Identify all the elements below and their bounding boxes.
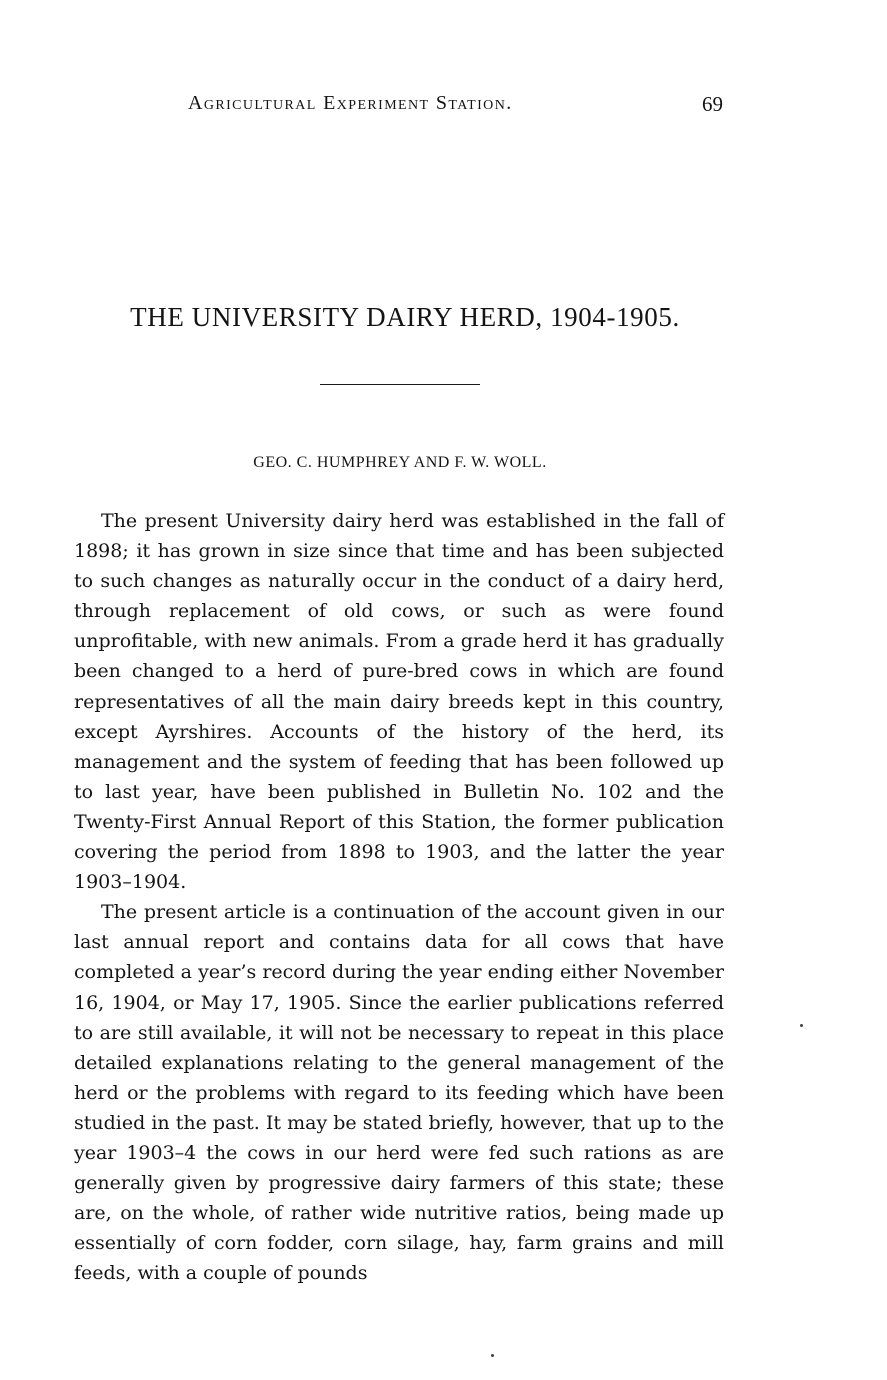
page-number: 69 <box>702 92 723 116</box>
article-body <box>74 506 724 1288</box>
body-paragraph-2: The present article is a continuation of the account given in our last annual report and contains data for all cows that have completed a year’s record during the year ending either November 16, 1904, or May 17, 1905. Since the earlier publications referred to are still available, it will not be necessary to repeat in this place detailed explanations relating to the general management of the herd or the problems with regard to its feeding which have been studied in the past. It may be stated briefly, however, that up to the year 1903–4 the cows in our herd were fed such rations as are generally given by progressive dairy farmers of this state; these are, on the whole, of rather wide nutritive ratios, being made up essentially of corn fodder, corn silage, hay, farm grains and mill feeds, with a couple of pounds <box>74 901 724 1285</box>
article-authors: GEO. C. HUMPHREY AND F. W. WOLL. <box>253 454 547 471</box>
running-title: Agricultural Experiment Station. <box>188 92 513 114</box>
article-title: THE UNIVERSITY DAIRY HERD, 1904-1905. <box>130 302 680 332</box>
body-paragraph-1: The present University dairy herd was established in the fall of 1898; it has grown in size since that time and has been subjected to such changes as naturally occur in the conduct of a dairy herd, through replacement of old cows, or such as were found unprofitable, with new animals. From a grade herd it has gradually been changed to a herd of pure-bred cows in which are found representatives of all the main dairy breeds kept in this country, except Ayrshires. Accounts of the history of the herd, its management and the system of feeding that has been followed up to last year, have been published in Bulletin No. 102 and the Twenty-First Annual Report of this Station, the former publication covering the period from 1898 to 1903, and the latter the year 1903–1904. <box>74 510 724 894</box>
print-speck <box>491 1354 494 1357</box>
title-divider <box>320 384 480 385</box>
print-speck <box>800 1024 803 1027</box>
running-head <box>75 92 725 122</box>
